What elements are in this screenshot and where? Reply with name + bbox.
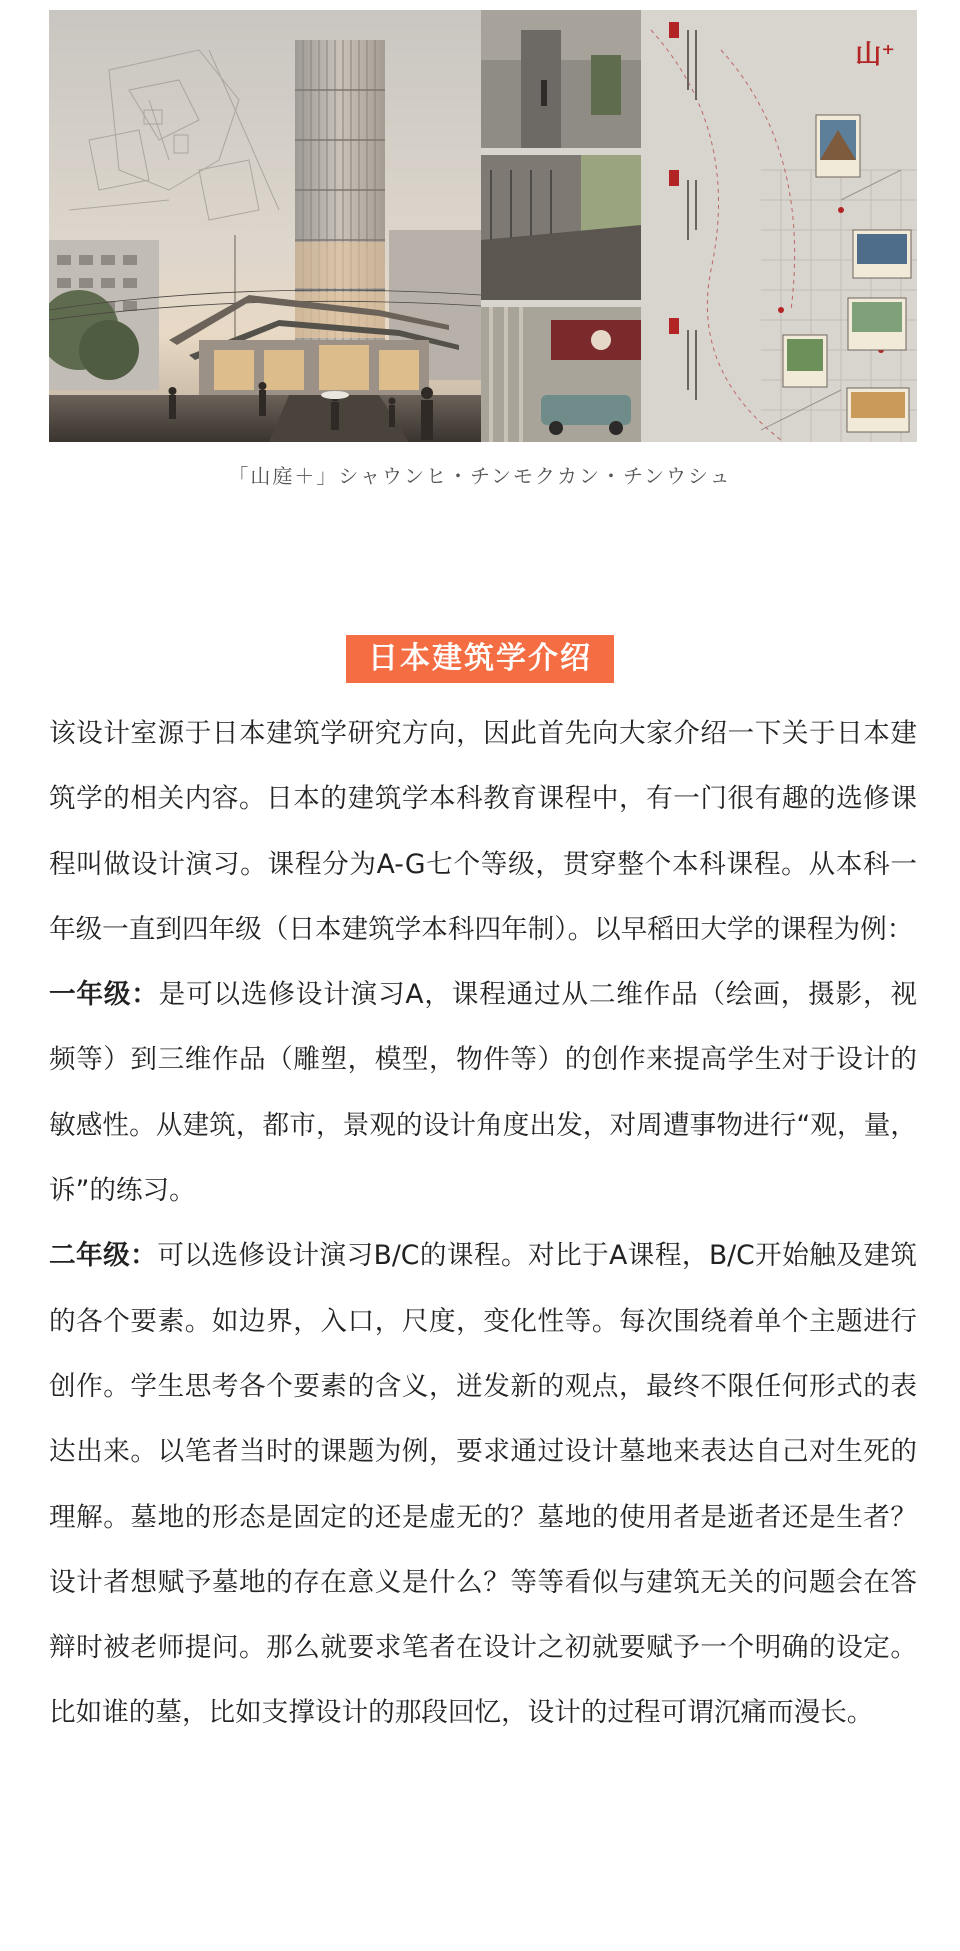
figure-caption: 「山庭＋」シャウンヒ・チンモクカン・チンウシュ [228,464,732,488]
tower-rendering [49,10,481,442]
hero-image [49,10,917,442]
collage-board [481,10,917,442]
article-body [49,701,917,1746]
year2-text: 可以选修设计演习B/C的课程。对比于A课程，B/C开始触及建筑的各个要素。如边界，入口，尺度，变化性等。每次围绕着单个主题进行创作。学生思考各个要素的含义，迸发新的观点，最终不限任何形式的表达出来。以笔者当时的课题为例，要求通过设计墓地来表达自己对生死的理解。墓地的形态是固定的还是虚无的？墓地的使用者是逝者还是生者？设计者想赋予墓地的存在意义是什么？等等看似与建筑无关的问题会在答辩时被老师提问。那么就要求笔者在设计之初就要赋予一个明确的设定。比如谁的墓，比如支撑设计的那段回忆，设计的过程可谓沉痛而漫长。 [49,1240,917,1729]
year1-text: 是可以选修设计演习A，课程通过从二维作品（绘画，摄影，视频等）到三维作品（雕塑，模型，物件等）的创作来提高学生对于设计的敏感性。从建筑，都市，景观的设计角度出发，对周遭事物进行“观，量，诉”的练习。 [49,979,917,1207]
intro-paragraph: 该设计室源于日本建筑学研究方向，因此首先向大家介绍一下关于日本建筑学的相关内容。日本的建筑学本科教育课程中，有一门很有趣的选修课程叫做设计演习。课程分为A-G七个等级，贯穿整个本科课程。从本科一年级一直到四年级（日本建筑学本科四年制）。以早稻田大学的课程为例： [49,718,917,945]
year1-paragraph [49,962,917,1223]
collage-logo: 山⁺ [855,40,895,70]
year2-label: 二年级： [49,1240,158,1272]
section-title: 日本建筑学介绍 [346,635,614,683]
year2-paragraph [49,1223,917,1745]
year1-label: 一年级： [49,979,159,1011]
